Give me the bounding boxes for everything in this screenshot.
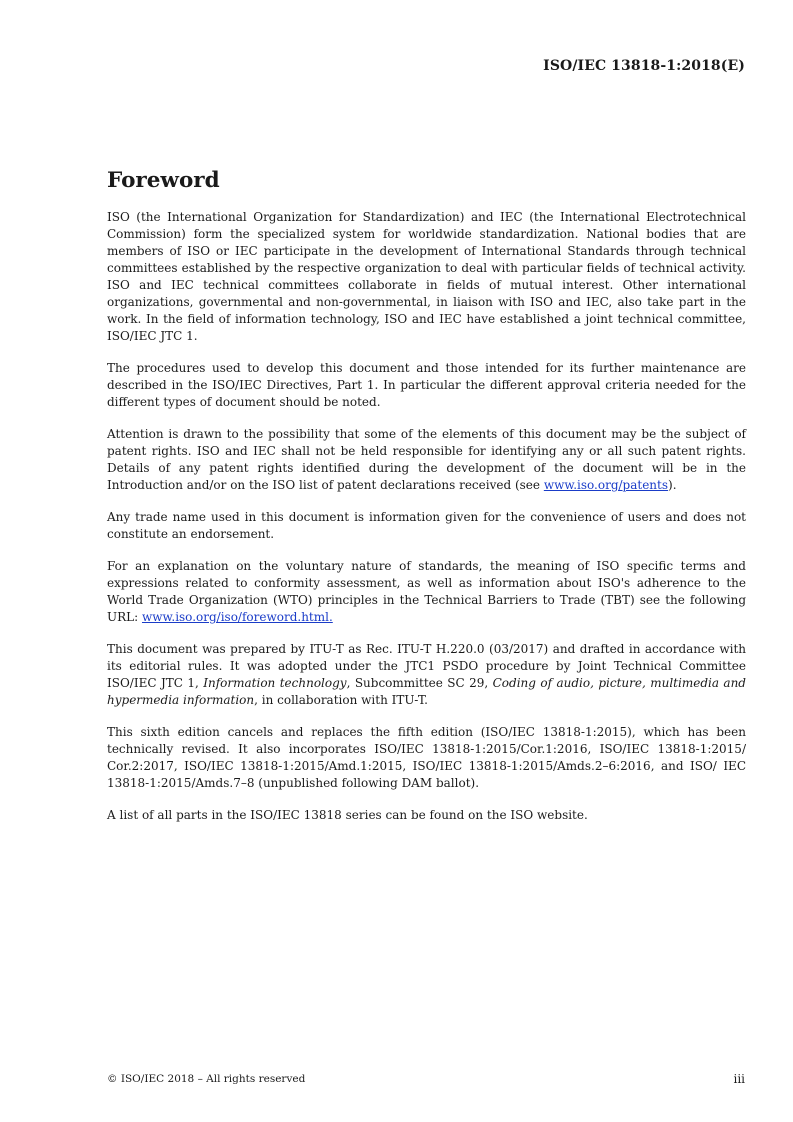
document-id-header: ISO/IEC 13818-1:2018(E) — [543, 58, 745, 74]
paragraph-preparation — [107, 641, 746, 709]
paragraph-edition: This sixth edition cancels and replaces the fifth edition (ISO/IEC 13818-1:2015), which has been technically revised. It also incorporates ISO/IEC 13818-1:2015/Cor.1:2016, ISO/IEC 13818-1:2015/ Cor.2:2017, ISO/IEC 13818-1:2015/Amd.1:2015, ISO/IEC 13818-1:2015/Amds.2–6:2016, and ISO/ IEC 13818-1:2015/Amds.7–8 (unpublished following DAM ballot). — [107, 725, 746, 790]
foreword-body — [107, 209, 746, 839]
patents-link[interactable]: www.iso.org/patents — [543, 478, 669, 492]
paragraph-organizations: ISO (the International Organization for Standardization) and IEC (the International Electrotechnical Commission) form the specialized system for worldwide standardization. National bodies that are members of ISO or IEC participate in the development of International Standards through technical committees established by the respective organization to deal with particular fields of technical activity. ISO and IEC technical committees collaborate in fields of mutual interest. Other international organizations, governmental and non-governmental, in liaison with ISO and IEC, also take part in the work. In the field of information technology, ISO and IEC have established a joint technical committee, ISO/IEC JTC 1. — [107, 210, 746, 343]
copyright-footer: © ISO/IEC 2018 – All rights reserved — [107, 1073, 306, 1085]
paragraph-patents — [107, 426, 746, 494]
paragraph-voluntary-nature — [107, 558, 746, 626]
patents-text-end: ). — [668, 478, 677, 492]
preparation-text-3: , in collaboration with ITU-T. — [254, 693, 428, 707]
preparation-text-2: , Subcommittee SC 29, — [346, 676, 493, 690]
preparation-italic-1: Information technology — [203, 676, 347, 690]
page-title: Foreword — [107, 168, 220, 193]
preparation-text-1: This document was prepared by ITU-T as Rec. ITU-T H.220.0 (03/2017) and drafted in accordance with its editorial rules. It was adopted under the JTC1 PSDO procedure by Joint Technical Committee ISO/IEC JTC 1, — [107, 642, 746, 690]
voluntary-nature-text: For an explanation on the voluntary nature of standards, the meaning of ISO specific terms and expressions related to conformity assessment, as well as information about ISO's adherence to the World Trade Organization (WTO) principles in the Technical Barriers to Trade (TBT) see the following URL: — [107, 559, 746, 624]
page-number: iii — [733, 1072, 745, 1086]
preparation-italic-2: Coding of audio, picture, multimedia and hypermedia information — [107, 676, 746, 707]
paragraph-trade-names: Any trade name used in this document is information given for the convenience of users and does not constitute an endorsement. — [107, 510, 746, 541]
paragraph-series-list: A list of all parts in the ISO/IEC 13818 series can be found on the ISO website. — [107, 808, 588, 822]
patents-text: Attention is drawn to the possibility that some of the elements of this document may be the subject of patent rights. ISO and IEC shall not be held responsible for identifying any or all such patent rights. Details of any patent rights identified during the development of the document will be in the Introduction and/or on the ISO list of patent declarations received (see — [107, 427, 746, 492]
paragraph-procedures: The procedures used to develop this document and those intended for its further maintenance are described in the ISO/IEC Directives, Part 1. In particular the different approval criteria needed for the different types of document should be noted. — [107, 361, 746, 409]
foreword-link[interactable]: www.iso.org/iso/foreword.html. — [141, 610, 333, 624]
